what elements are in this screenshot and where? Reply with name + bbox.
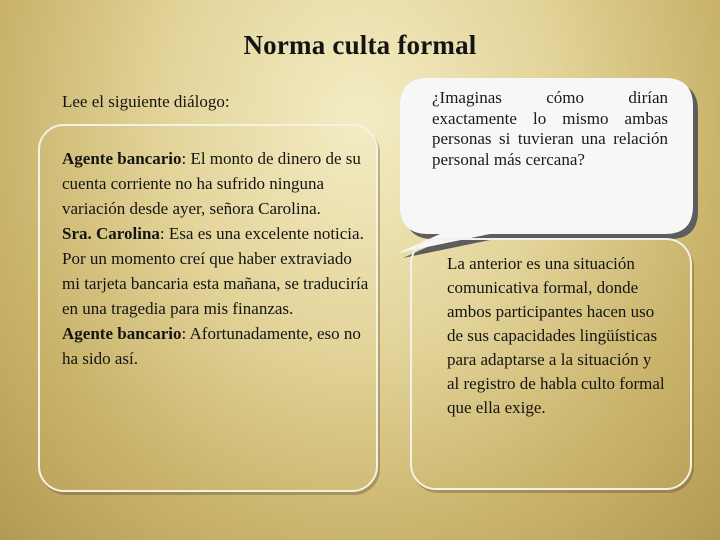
instruction-text: Lee el siguiente diálogo:	[62, 92, 230, 111]
speaker-name: Agente bancario	[62, 149, 182, 168]
slide-title: Norma culta formal	[243, 30, 477, 60]
speech-bubble-text: ¿Imaginas cómo dirían exactamente lo mismo ambas personas si tuvieran una relación personal más cercana?	[432, 88, 668, 169]
speaker-name: Sra. Carolina	[62, 224, 160, 243]
dialogue-speech: : Afortunadamente, eso no ha sido así.	[62, 324, 361, 368]
speaker-name: Agente bancario	[62, 324, 182, 343]
explanation-text: La anterior es una situación comunicativa formal, donde ambos participantes hacen uso de sus capacidades lingüísticas para adaptarse a la situación y al registro de habla culto formal que ella exige.	[447, 254, 665, 417]
dialogue-speech: : Esa es una excelente noticia. Por un momento creí que haber extraviado mi tarjeta bancaria esta mañana, se traduciría en una tragedia para mis finanzas.	[62, 224, 369, 318]
dialogue-speech: : El monto de dinero de su cuenta corriente no ha sufrido ninguna variación desde ayer, señora Carolina.	[62, 149, 361, 218]
